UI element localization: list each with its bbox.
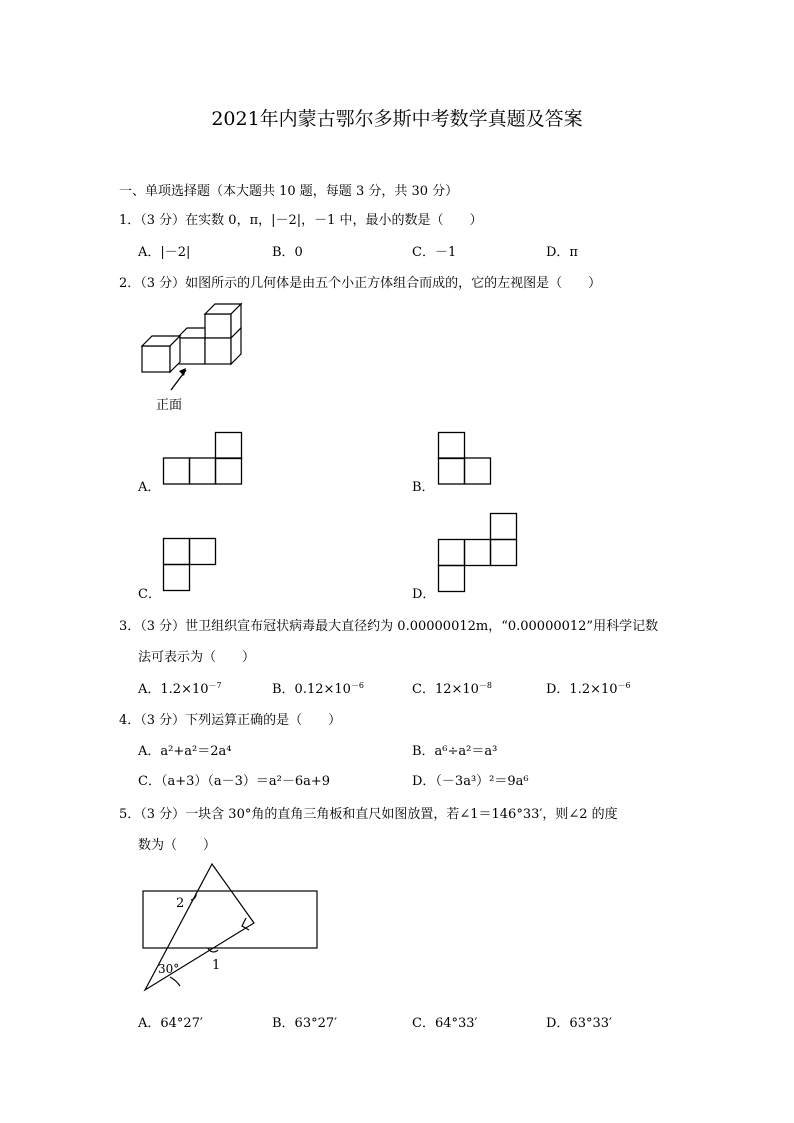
angle-2-label: 2	[176, 896, 185, 911]
q5-stem-line1: 5．（3 分）一块含 30°角的直角三角板和直尺如图放置，若∠1＝146°33′，则∠2 的度	[119, 807, 618, 822]
q5-stem-line2: 数为（ ）	[138, 838, 217, 853]
q2-option-a[interactable]: A．	[138, 480, 161, 495]
q2-option-b[interactable]: B．	[412, 480, 435, 495]
q2-option-d-figure[interactable]	[438, 513, 520, 595]
q3-option-d[interactable]: D．$1.2\times 10^{-6}$	[546, 681, 631, 697]
q1-option-c[interactable]: C．－1	[412, 245, 457, 260]
q5-option-b[interactable]: B．63°27′	[272, 1016, 338, 1031]
angle-30-label: 30°	[158, 962, 180, 976]
q5-option-d[interactable]: D．63°33′	[546, 1016, 612, 1031]
q2-option-c-figure[interactable]	[163, 538, 219, 594]
q2-option-a-figure[interactable]	[163, 432, 243, 486]
q4-option-b[interactable]: B．a⁶÷a²＝a³	[412, 744, 498, 759]
q1-option-b[interactable]: B．0	[272, 245, 303, 260]
q2-option-b-figure[interactable]	[438, 432, 494, 486]
q1-option-a[interactable]: A．|－2|	[138, 245, 191, 260]
q2-option-d[interactable]: D．	[412, 587, 436, 602]
q3-option-b[interactable]: B．$0.12\times 10^{-6}$	[272, 681, 365, 697]
q1-option-d[interactable]: D．π	[546, 245, 578, 260]
q4-option-a[interactable]: A．a²+a²＝2a⁴	[138, 744, 232, 759]
q2-front-label: 正面	[156, 398, 183, 413]
q3-option-a[interactable]: A．$1.2\times 10^{-7}$	[138, 681, 222, 697]
q5-option-c[interactable]: C．64°33′	[412, 1016, 478, 1031]
q2-cube-figure	[138, 300, 248, 382]
q4-option-c[interactable]: C．（a+3）（a－3）＝a²－6a+9	[138, 774, 331, 789]
q3-option-c[interactable]: C．$12\times 10^{-8}$	[412, 681, 493, 697]
q2-stem: 2．（3 分）如图所示的几何体是由五个小正方体组合而成的，它的左视图是（ ）	[119, 276, 602, 291]
section-heading: 一、单项选择题（本大题共 10 题，每题 3 分，共 30 分）	[119, 184, 459, 199]
page-title: 2021年内蒙古鄂尔多斯中考数学真题及答案	[211, 108, 583, 130]
q2-option-c[interactable]: C．	[138, 587, 161, 602]
angle-1-label: 1	[212, 958, 221, 973]
q4-stem: 4．（3 分）下列运算正确的是（ ）	[119, 713, 342, 728]
ruler	[143, 891, 317, 948]
q3-stem-line1: 3．（3 分）世卫组织宣布冠状病毒最大直径约为 0.00000012m，“0.00000012”用科学记数	[119, 619, 659, 634]
q5-triangle-ruler-figure	[138, 860, 323, 1000]
q5-option-a[interactable]: A．64°27′	[138, 1016, 203, 1031]
q3-stem-line2: 法可表示为（ ）	[138, 650, 256, 665]
q1-stem: 1．（3 分）在实数 0，π，|－2|，－1 中，最小的数是（ ）	[119, 213, 483, 228]
q4-option-d[interactable]: D．（－3a³）²＝9a⁶	[412, 774, 529, 789]
